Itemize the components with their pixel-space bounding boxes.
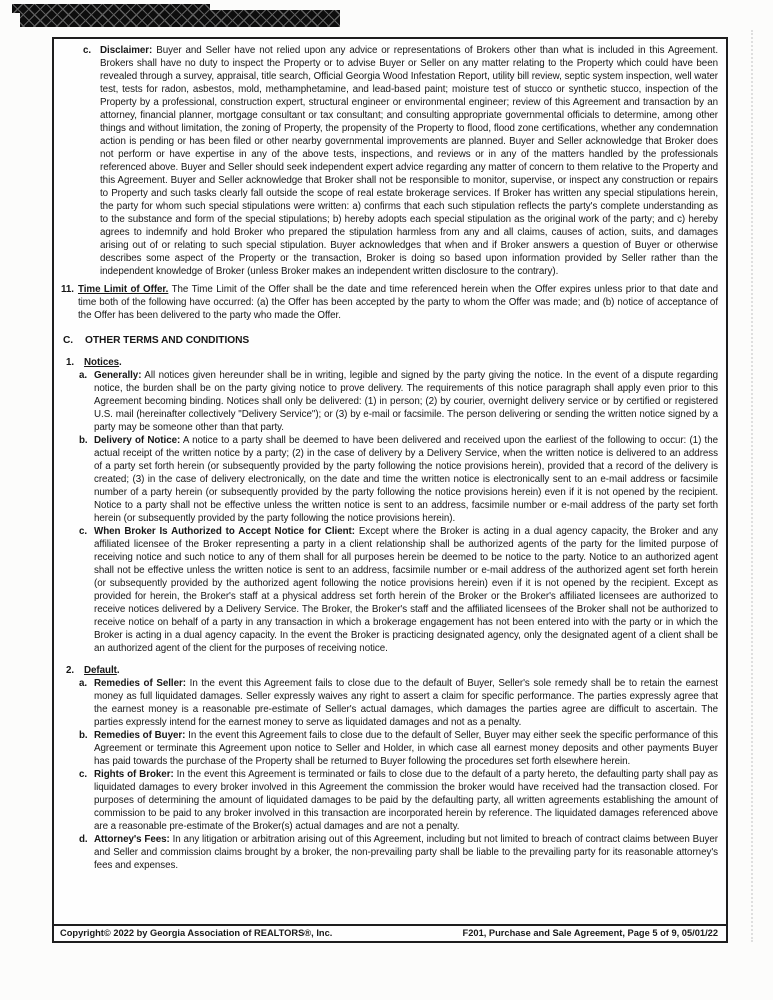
- clause-marker: a.: [79, 370, 88, 381]
- clause-text: In the event this Agreement is terminated or fails to close due to the default of a party hereto, the defaulting party shall pay as liquidated damages to every broker involved in this Agreement the commission the broker would have received had the transaction closed. For purposes of determining the amount of liquidated damages to be paid by the defaulting party, all written agreements establishing the amount of commission to be paid to any broker involved in this transaction are incorporated herein by reference. The liquidated damages referenced above are a reasonable pre-estimate of the Broker(s) actual damages and are not a penalty.: [94, 769, 718, 832]
- clause-broker-authorized-to-accept-notice: [54, 525, 726, 655]
- document-content: [54, 39, 726, 924]
- clause-marker: 11.: [61, 284, 74, 295]
- clause-marker: 2.: [66, 665, 75, 676]
- clause-marker: 1.: [66, 357, 75, 368]
- clause-title-suffix: .: [119, 357, 122, 368]
- clause-disclaimer: [54, 44, 726, 278]
- clause-title: Delivery of Notice:: [94, 435, 181, 446]
- clause-title: Notices: [84, 357, 120, 368]
- clause-text: Except where the Broker is acting in a dual agency capacity, the Broker and any affiliated licensee of the Broker representing a party in a client relationship shall be authorized agents of the party for the limited purpose of receiving notice and such notice to any of them shall for all purposes herein be deemed to be notice to the party. Notice to an authorized agent shall not be effective unless the written notice is sent to an address, facsimile number or e-mail address of the authorized agent set forth herein (or subsequently provided by the authorized agent following the notice provisions herein) even if it is not opened by the recipient. Except as provided for herein, the Broker's staff at a physical address set forth herein of the Broker or the Broker's affiliated licensees are authorized to receive notices delivered by a Delivery Service. The Broker, the Broker's staff and the affiliated licensees of the Broker shall not be authorized to receive notice on behalf of a party in any transaction in which a brokerage engagement has not been entered into with the party or in which the Broker is acting in a dual agency capacity. In the event the Broker is practicing designated agency, only the designated agent of a client shall be an authorized agent of the client for the purposes of receiving notice.: [94, 526, 719, 654]
- redacted-header-bar: [12, 4, 340, 27]
- clause-generally: [54, 369, 726, 434]
- clause-title: Attorney's Fees:: [94, 834, 170, 845]
- clause-title: Time Limit of Offer.: [78, 284, 169, 295]
- clause-marker: b.: [79, 730, 88, 741]
- clause-remedies-of-seller: [54, 677, 726, 729]
- clause-text: In any litigation or arbitration arising out of this Agreement, including but not limited to breach of contract claims between Buyer and Seller and commission claims brought by a broker, the non-prevailing party shall be liable to the prevailing party for its reasonable attorney's fees and expenses.: [94, 834, 718, 871]
- section-title: OTHER TERMS AND CONDITIONS: [85, 335, 250, 346]
- section-marker: C.: [63, 335, 74, 346]
- clause-marker: a.: [79, 678, 88, 689]
- clause-marker: c.: [83, 45, 92, 56]
- clause-notices-heading: [54, 356, 726, 369]
- clause-text: In the event this Agreement fails to close due to the default of Seller, Buyer may either seek the specific performance of this Agreement or terminate this Agreement upon notice to Seller and Holder, in which case all earnest money deposits and other payments Buyer has paid towards the purchase of the Property shall be returned to Buyer following the procedures set forth elsewhere herein.: [94, 730, 718, 767]
- footer-copyright: Copyright© 2022 by Georgia Association of REALTORS®, Inc.: [60, 928, 333, 938]
- clause-text: A notice to a party shall be deemed to have been delivered and received upon the earliest of the following to occur: (1) the actual receipt of the written notice by a party; (2) in the case of delivery by a Delivery Service, when the written notice is delivered to an address of a party set forth herein (or subsequently provided by the party following the notice provisions herein), provided that a record of the delivery is created; (3) in the case of delivery electronically, on the date and time the written notice is electronically sent to an e-mail address or facsimile number of a party herein (or subsequently provided by the party following the notice provisions herein) even if it is not opened by the recipient. Notice to a party shall not be effective unless the written notice is sent to an address, facsimile number or e-mail address of the party set forth herein (or subsequently provided by the party following the notice provisions herein).: [94, 435, 718, 524]
- clause-text: All notices given hereunder shall be in writing, legible and signed by the party giving the notice. In the event of a dispute regarding notice, the burden shall be on the party giving notice to prove delivery. The requirements of this notice paragraph shall apply even prior to this Agreement becoming binding. Notices shall only be delivered: (1) in person; (2) by courier, overnight delivery service or by certified or registered U.S. mail (hereinafter collectively "Delivery Service"); or (3) by e-mail or facsimile. The person delivering or sending the written notice signed by a party may be someone other than that party.: [94, 370, 718, 433]
- clause-title: Rights of Broker:: [94, 769, 174, 780]
- section-other-terms-and-conditions: [54, 334, 726, 347]
- clause-text: In the event this Agreement fails to close due to the default of Buyer, Seller's sole remedy shall be to retain the earnest money as full liquidated damages. Seller expressly waives any right to assert a claim for specific performance. The parties expressly agree that the earnest money is a reasonable pre-estimate of Seller's actual damages, which damages the parties agree are difficult to ascertain. The parties expressly intend for the earnest money to serve as liquidated damages and not as a penalty.: [94, 678, 718, 728]
- clause-remedies-of-buyer: [54, 729, 726, 768]
- clause-title: Default: [84, 665, 117, 676]
- clause-marker: d.: [79, 834, 88, 845]
- clause-title-suffix: .: [116, 665, 120, 676]
- clause-marker: c.: [79, 526, 88, 537]
- clause-attorneys-fees: [54, 833, 726, 872]
- clause-title: Remedies of Seller:: [94, 678, 186, 689]
- clause-text: Buyer and Seller have not relied upon any advice or representations of Brokers other than what is included in this Agreement. Brokers shall have no duty to inspect the Property or to advise Buyer or Seller on any matter relating to the Property which could have been revealed through a survey, appraisal, title search, Official Georgia Wood Infestation Report, utility bill review, septic system inspection, well water test, tests for radon, asbestos, mold, methamphetamine, and lead-based paint; moisture test of stucco or synthetic stucco, inspection of the Property by a professional, construction expert, structural engineer or environmental engineer; review of this Agreement and transaction by an attorney, financial planner, mortgage consultant or tax consultant; and consulting appropriate governmental officials to determine, among other things and without limitation, the zoning of Property, the propensity of the Property to flood, flood zone certifications, whether any condemnation action is pending or has been filed or other nearby governmental improvements are planned. Buyer and Seller acknowledge that Broker does not perform or have expertise in any of the above tests, inspections, and reviews or in any of the matters handled by the professionals referenced above. Buyer and Seller should seek independent expert advice regarding any matter of concern to them relative to the Property and this Agreement. Buyer and Seller acknowledge that Broker shall not be responsible to monitor, supervise, or inspect any construction or repairs to Property and such tasks clearly fall outside the scope of real estate brokerage services. If Broker has written any special stipulations herein, the party for whom such special stipulations were written: a) confirms that each such stipulation reflects the party's complete understanding as to the substance and form of the special stipulations; b) hereby adopts each special stipulation as the original work of the party; and c) hereby agrees to indemnify and hold Broker who prepared the stipulation harmless from any and all claims, causes of action, suits, and damages arising out of or relating to such special stipulation. Buyer acknowledges that when and if Broker answers a question of Buyer or otherwise describes some aspect of the Property or the transaction, Broker is doing so based upon information provided by Seller rather than the independent knowledge of Broker (unless Broker makes an independent written disclosure to the contrary).: [100, 45, 718, 277]
- clause-rights-of-broker: [54, 768, 726, 833]
- document-frame: [52, 37, 728, 943]
- clause-title: Remedies of Buyer:: [94, 730, 186, 741]
- clause-title: Disclaimer:: [100, 45, 153, 56]
- clause-marker: c.: [79, 769, 88, 780]
- clause-text: The Time Limit of the Offer shall be the date and time referenced herein when the Offer expires unless prior to that date and time both of the following have occurred: (a) the Offer has been accepted by the party to whom the Offer was made; and (b) notice of acceptance of the Offer has been delivered to the party who made the Offer.: [78, 284, 719, 321]
- page-footer: [54, 924, 726, 941]
- clause-title: Generally:: [94, 370, 142, 381]
- clause-delivery-of-notice: [54, 434, 726, 525]
- footer-form-reference: F201, Purchase and Sale Agreement, Page 5 of 9, 05/01/22: [462, 928, 718, 938]
- clause-time-limit-of-offer: [54, 283, 726, 322]
- clause-marker: b.: [79, 435, 88, 446]
- clause-default-heading: [54, 664, 726, 677]
- clause-title: When Broker Is Authorized to Accept Notice for Client:: [94, 526, 355, 537]
- scan-artifact-dotted-line: [751, 30, 753, 942]
